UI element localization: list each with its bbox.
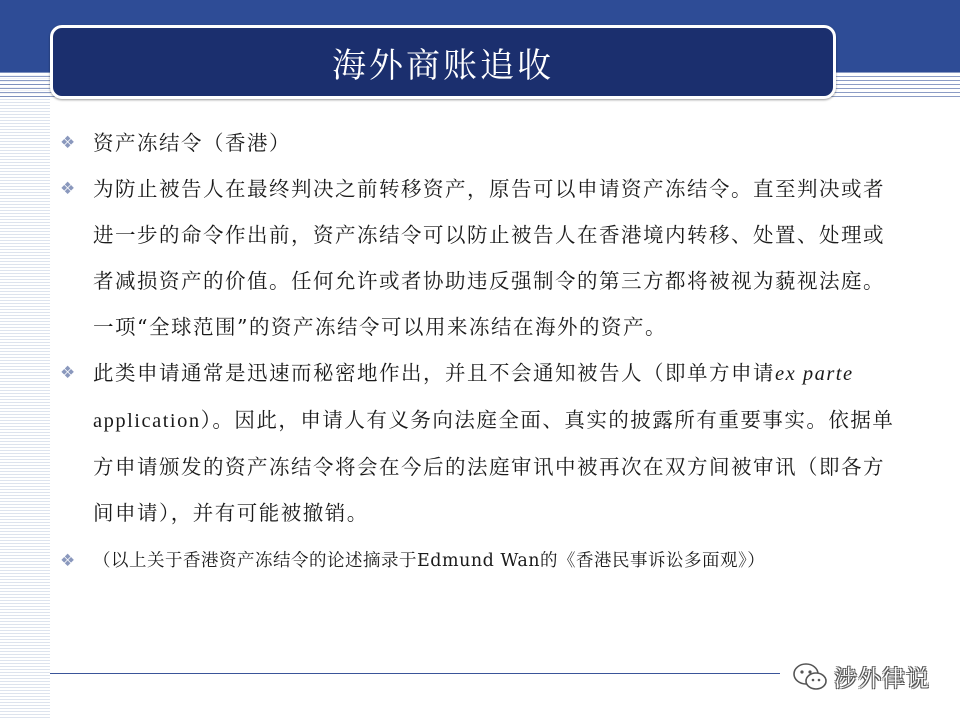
bullet-text: 为防止被告人在最终判决之前转移资产，原告可以申请资产冻结令。直至判决或者进一步的命令作出前，资产冻结令可以防止被告人在香港境内转移、处置、处理或者减损资产的价值。任何允许或者协助违反强制令的第三方都将被视为藐视法庭。一项“全球范围”的资产冻结令可以用来冻结在海外的资产。 [93,177,885,339]
diamond-bullet-icon: ❖ [60,133,77,153]
bullet-text-after: ）。因此，申请人有义务向法庭全面、真实的披露所有重要事实。依据单方申请颁发的资产冻结令将会在今后的法庭审讯中被再次在双方间被审讯（即各方间申请），并有可能被撤销。 [93,408,895,525]
bullet-text: （以上关于香港资产冻结令的论述摘录于Edmund Wan的《香港民事诉讼多面观》） [93,551,766,571]
diamond-bullet-icon: ❖ [60,363,77,383]
bullet-item [60,120,900,166]
watermark [792,660,930,693]
bullet-italic-term: ex parte [775,363,854,385]
diamond-bullet-icon: ❖ [60,551,76,571]
bullet-text-before: 此类申请通常是迅速而秘密地作出，并且不会通知被告人（即单方申请 [93,361,775,385]
bullet-item [60,538,900,584]
bullet-text: 资产冻结令（香港） [93,131,291,155]
bullet-item [60,166,900,350]
title-box [50,25,836,99]
slide-title: 海外商账追收 [332,45,554,86]
watermark-text: 涉外律说 [834,666,930,692]
diamond-bullet-icon: ❖ [60,179,77,199]
slide-content [60,120,900,584]
bullet-item [60,350,900,536]
bullet-latin-term: application [93,410,201,432]
wechat-icon [792,662,828,692]
left-stripe-decoration [0,0,50,720]
footer-line [50,673,780,674]
